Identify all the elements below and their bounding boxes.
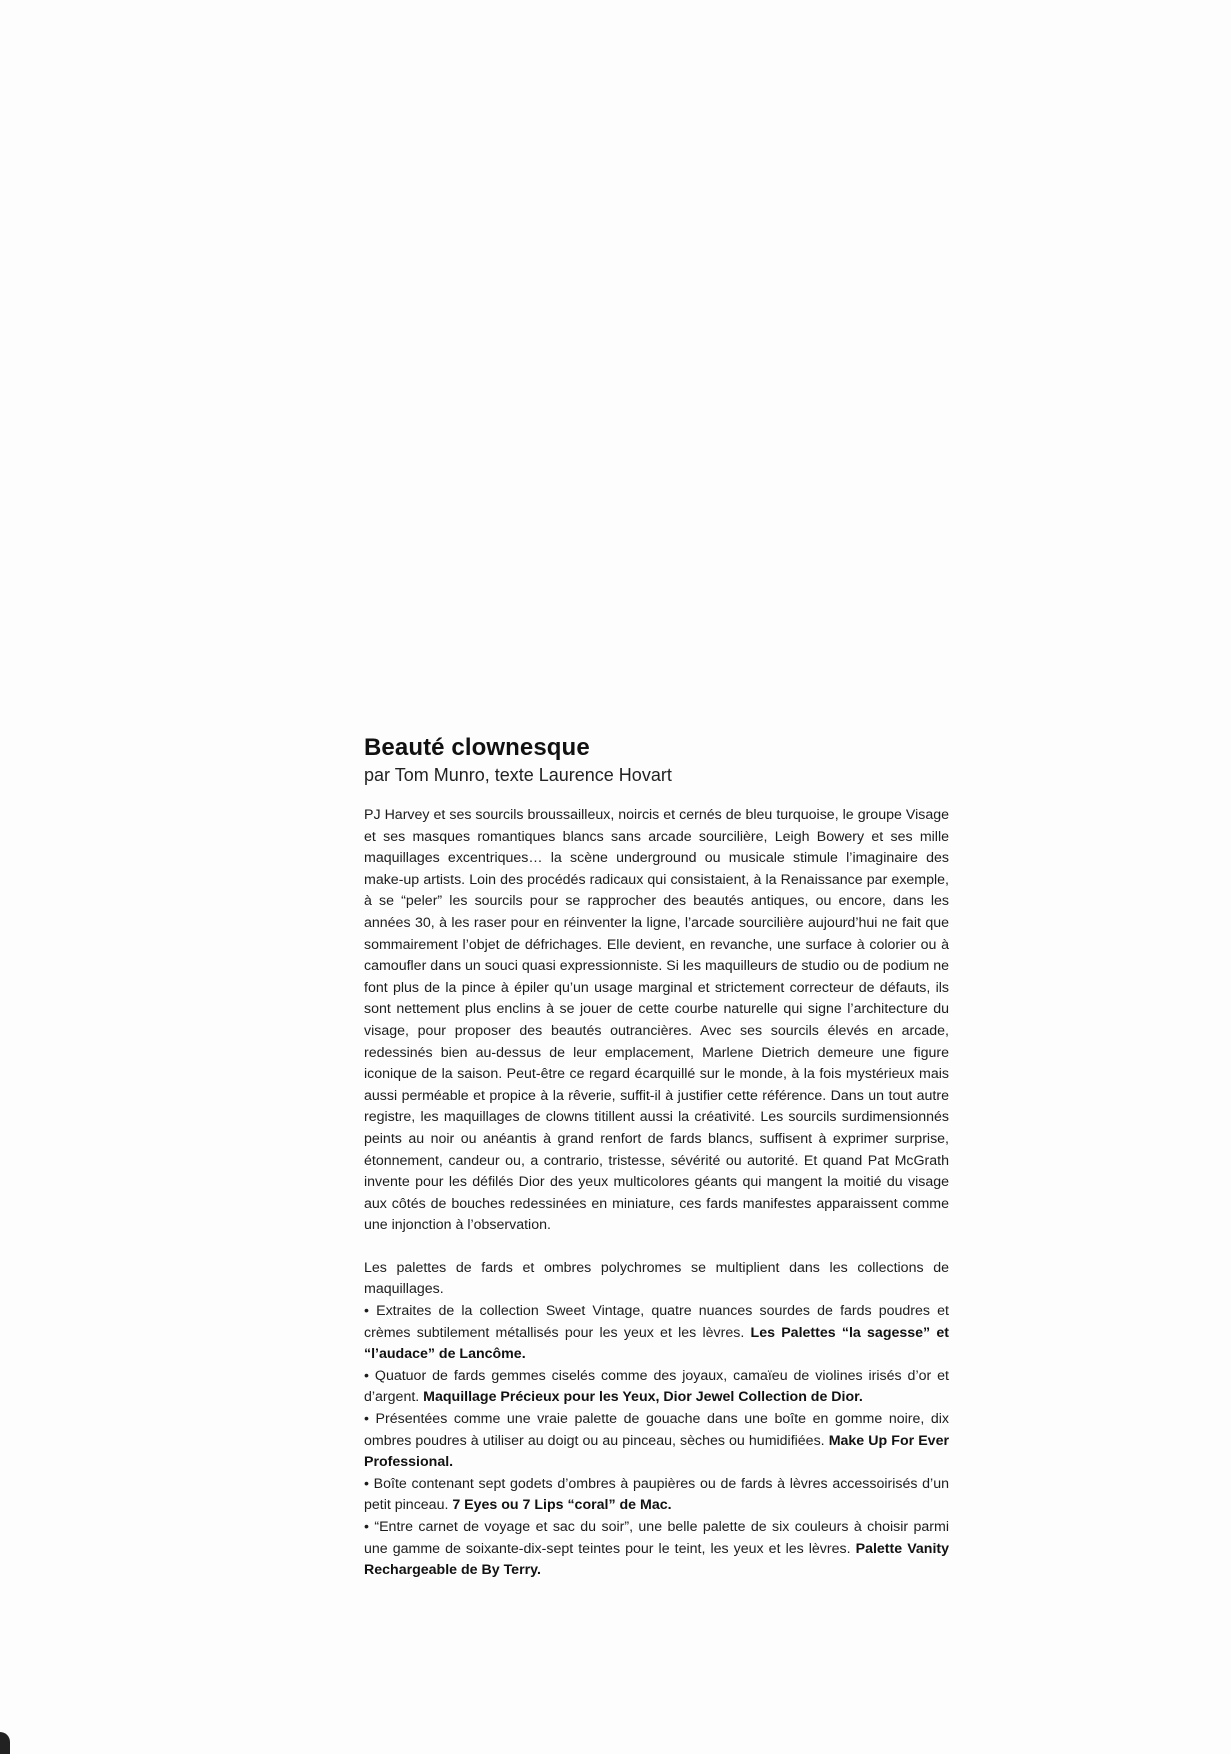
bullet-text: • “Entre carnet de voyage et sac du soir”, une belle palette de six couleurs à choisir parmi une gamme de soixante-dix-sept teintes pour le teint, les yeux et les lèvres. [364,1519,949,1557]
bullet-product-name: Maquillage Précieux pour les Yeux, Dior Jewel Collection de Dior. [423,1389,863,1406]
article-title: Beauté clownesque [364,734,590,761]
paragraph-spacer [364,1237,949,1258]
bullet-product-name: Les Palettes “la sagesse” et “l’audace” de Lancôme. [364,1324,949,1363]
product-bullet-5 [364,1517,949,1582]
article [364,733,949,1582]
bullet-text: • Extraites de la collection Sweet Vintage, quatre nuances sourdes de fards poudres et crèmes subtilement métallisés pour les yeux et les lèvres. [364,1303,949,1341]
bullet-text: • Boîte contenant sept godets d’ombres à paupières ou de fards à lèvres accessoirisés d’un petit pinceau. [364,1475,949,1514]
product-bullet-3 [364,1409,949,1474]
bullet-product-name: Palette Vanity Rechargeable de By Terry. [364,1540,950,1579]
bullet-product-name: Make Up For Ever Professional. [364,1432,949,1471]
article-paragraph-1: PJ Harvey et ses sourcils broussailleux, noircis et cernés de bleu turquoise, le groupe Visage et ses masques romantiques blancs sans arcade sourcilière, Leigh Bowery et ses mille maquillages excentriques… la scène underground ou musicale stimule l’imaginaire des make-up artists. Loin des procédés radicaux qui consistaient, à la Renaissance par exemple, à se “peler” les sourcils pour se rapprocher des beautés antiques, ou encore, dans les années 30, à les raser pour en réinventer la ligne, l’arcade sourcilière aujourd’hui ne fait que sommairement l’objet de défrichages. Elle devient, en revanche, une surface à colorier ou à camoufler dans un souci quasi expressionniste. Si les maquilleurs de studio ou de podium ne font plus de la pince à épiler qu’un usage marginal et strictement correcteur de défauts, ils sont nettement plus enclins à se jouer de cette courbe naturelle qui signe l’architecture du visage, pour proposer des beautés outrancières. Avec ses sourcils élevés en arcade, redessinés bien au-dessus de leur emplacement, Marlene Dietrich demeure une figure iconique de la saison. Peut-être ce regard écarquillé sur le monde, à la fois mystérieux mais aussi perméable et propice à la rêverie, suffit-il à justifier cette référence. Dans un tout autre registre, les maquillages de clowns titillent aussi la créativité. Les sourcils surdimensionnés peints au noir ou anéantis à grand renfort de fards blancs, suffisent à exprimer surprise, étonnement, candeur ou, a contrario, tristesse, sévérité ou autorité. Et quand Pat McGrath invente pour les défilés Dior des yeux multicolores géants qui mangent la moitié du visage aux côtés de bouches redessinées en miniature, ces fards manifestes apparaissent comme une injonction à l’observation. [364,807,949,1234]
scan-corner-shadow [0,1732,10,1754]
bullet-text: • Présentées comme une vraie palette de gouache dans une boîte en gomme noire, dix ombres poudres à utiliser au doigt ou au pinceau, sèches ou humidifiées. [364,1411,949,1449]
article-byline: par Tom Munro, texte Laurence Hovart [364,765,672,785]
product-bullet-2 [364,1366,949,1409]
product-bullet-4 [364,1474,949,1517]
bullet-text: • Quatuor de fards gemmes ciselés comme des joyaux, camaïeu de violines irisés d’or et d’argent. [364,1367,949,1406]
product-bullet-1 [364,1301,949,1366]
article-paragraph-2: Les palettes de fards et ombres polychromes se multiplient dans les collections de maquillages. [364,1259,949,1298]
bullet-product-name: 7 Eyes ou 7 Lips “coral” de Mac. [452,1497,672,1514]
